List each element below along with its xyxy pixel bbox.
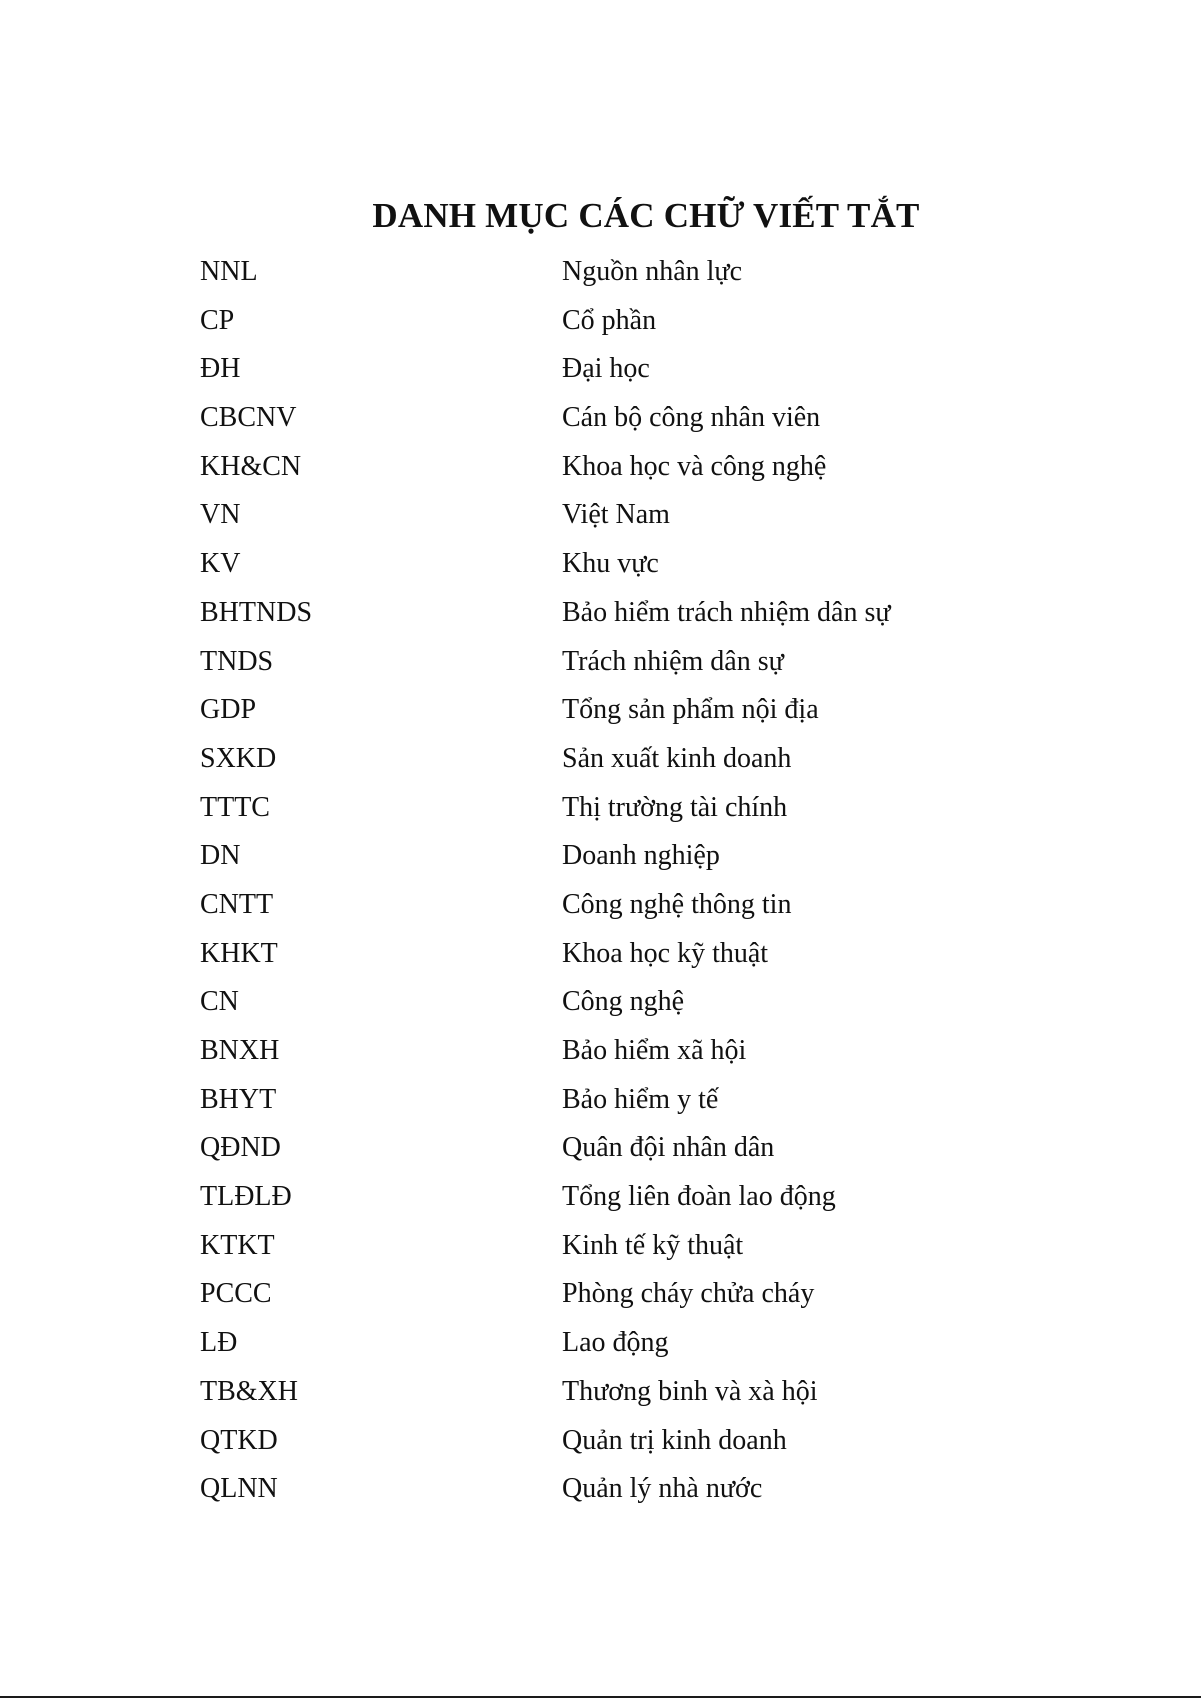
abbreviation-meaning: Trách nhiệm dân sự [562, 645, 784, 677]
abbreviation-row [200, 1076, 960, 1125]
abbreviation-meaning: Khoa học và công nghệ [562, 450, 827, 482]
abbreviation-row [200, 1319, 960, 1368]
abbreviation-meaning: Sản xuất kinh doanh [562, 742, 792, 774]
abbreviation-term: KV [200, 548, 241, 580]
abbreviation-meaning: Nguồn nhân lực [562, 256, 743, 287]
abbreviation-meaning: Khoa học kỹ thuật [562, 937, 769, 969]
abbreviation-term: CNTT [200, 888, 274, 920]
abbreviation-meaning: Bảo hiểm xã hội [562, 1035, 747, 1066]
abbreviation-meaning: Thương binh và xà hội [562, 1375, 818, 1407]
abbreviation-term: CN [200, 986, 239, 1018]
abbreviation-meaning: Doanh nghiệp [562, 840, 720, 872]
abbreviation-meaning: Cán bộ công nhân viên [562, 402, 821, 434]
page-title: DANH MỤC CÁC CHỮ VIẾT TẮT [372, 196, 920, 235]
abbreviation-list [200, 248, 960, 1514]
abbreviation-term: TNDS [200, 645, 274, 677]
abbreviation-term: ĐH [200, 353, 241, 385]
abbreviation-term: TTTC [200, 791, 270, 823]
abbreviation-meaning: Bảo hiểm trách nhiệm dân sự [562, 596, 891, 628]
abbreviation-meaning: Việt Nam [562, 499, 670, 531]
abbreviation-term: TLĐLĐ [200, 1181, 292, 1213]
abbreviation-meaning: Công nghệ thông tin [562, 888, 792, 920]
abbreviation-row [200, 345, 960, 394]
abbreviation-row [200, 1124, 960, 1173]
abbreviation-meaning: Bảo hiểm y tế [562, 1083, 719, 1115]
abbreviation-term: QĐND [200, 1132, 281, 1164]
abbreviation-term: BHTNDS [200, 596, 313, 628]
abbreviation-row [200, 248, 960, 297]
abbreviation-row [200, 784, 960, 833]
abbreviation-row [200, 686, 960, 735]
abbreviation-meaning: Tổng sản phẩm nội địa [562, 694, 819, 726]
abbreviation-row [200, 540, 960, 589]
abbreviation-row [200, 1417, 960, 1466]
abbreviation-row [200, 1027, 960, 1076]
abbreviation-row [200, 930, 960, 979]
abbreviation-row [200, 297, 960, 346]
abbreviation-row [200, 491, 960, 540]
abbreviation-term: TB&XH [200, 1375, 298, 1407]
abbreviation-row [200, 1173, 960, 1222]
abbreviation-term: CP [200, 304, 235, 336]
abbreviation-meaning: Quân đội nhân dân [562, 1132, 775, 1164]
abbreviation-term: CBCNV [200, 402, 297, 434]
abbreviation-meaning: Lao động [562, 1327, 669, 1359]
abbreviation-meaning: Công nghệ [562, 986, 685, 1018]
abbreviation-meaning: Phòng cháy chửa cháy [562, 1278, 815, 1310]
abbreviation-term: QTKD [200, 1424, 278, 1456]
abbreviation-row [200, 881, 960, 930]
abbreviation-term: DN [200, 840, 241, 872]
abbreviation-term: PCCC [200, 1278, 272, 1310]
abbreviation-row [200, 832, 960, 881]
abbreviation-row [200, 443, 960, 492]
abbreviation-meaning: Cổ phần [562, 304, 657, 336]
abbreviation-row [200, 1368, 960, 1417]
abbreviation-term: GDP [200, 694, 257, 726]
abbreviation-meaning: Quản lý nhà nước [562, 1473, 763, 1505]
abbreviation-meaning: Quản trị kinh doanh [562, 1424, 787, 1456]
abbreviation-term: SXKD [200, 742, 277, 774]
abbreviation-meaning: Đại học [562, 353, 650, 385]
abbreviation-row [200, 1465, 960, 1514]
abbreviation-row [200, 394, 960, 443]
abbreviation-row [200, 589, 960, 638]
abbreviation-meaning: Kinh tế kỹ thuật [562, 1229, 744, 1261]
abbreviation-term: KTKT [200, 1229, 275, 1261]
abbreviation-row [200, 1222, 960, 1271]
abbreviation-row [200, 1270, 960, 1319]
abbreviation-term: BNXH [200, 1035, 280, 1066]
abbreviation-meaning: Thị trường tài chính [562, 791, 788, 823]
abbreviation-term: LĐ [200, 1327, 238, 1359]
abbreviation-term: NNL [200, 256, 258, 287]
abbreviation-term: KHKT [200, 937, 278, 969]
abbreviation-meaning: Khu vực [562, 548, 659, 580]
abbreviation-row [200, 978, 960, 1027]
abbreviation-term: BHYT [200, 1083, 277, 1115]
abbreviation-row [200, 638, 960, 687]
abbreviation-term: QLNN [200, 1473, 278, 1505]
abbreviation-meaning: Tổng liên đoàn lao động [562, 1181, 836, 1213]
abbreviation-term: KH&CN [200, 450, 302, 482]
abbreviation-row [200, 735, 960, 784]
abbreviation-term: VN [200, 499, 241, 531]
